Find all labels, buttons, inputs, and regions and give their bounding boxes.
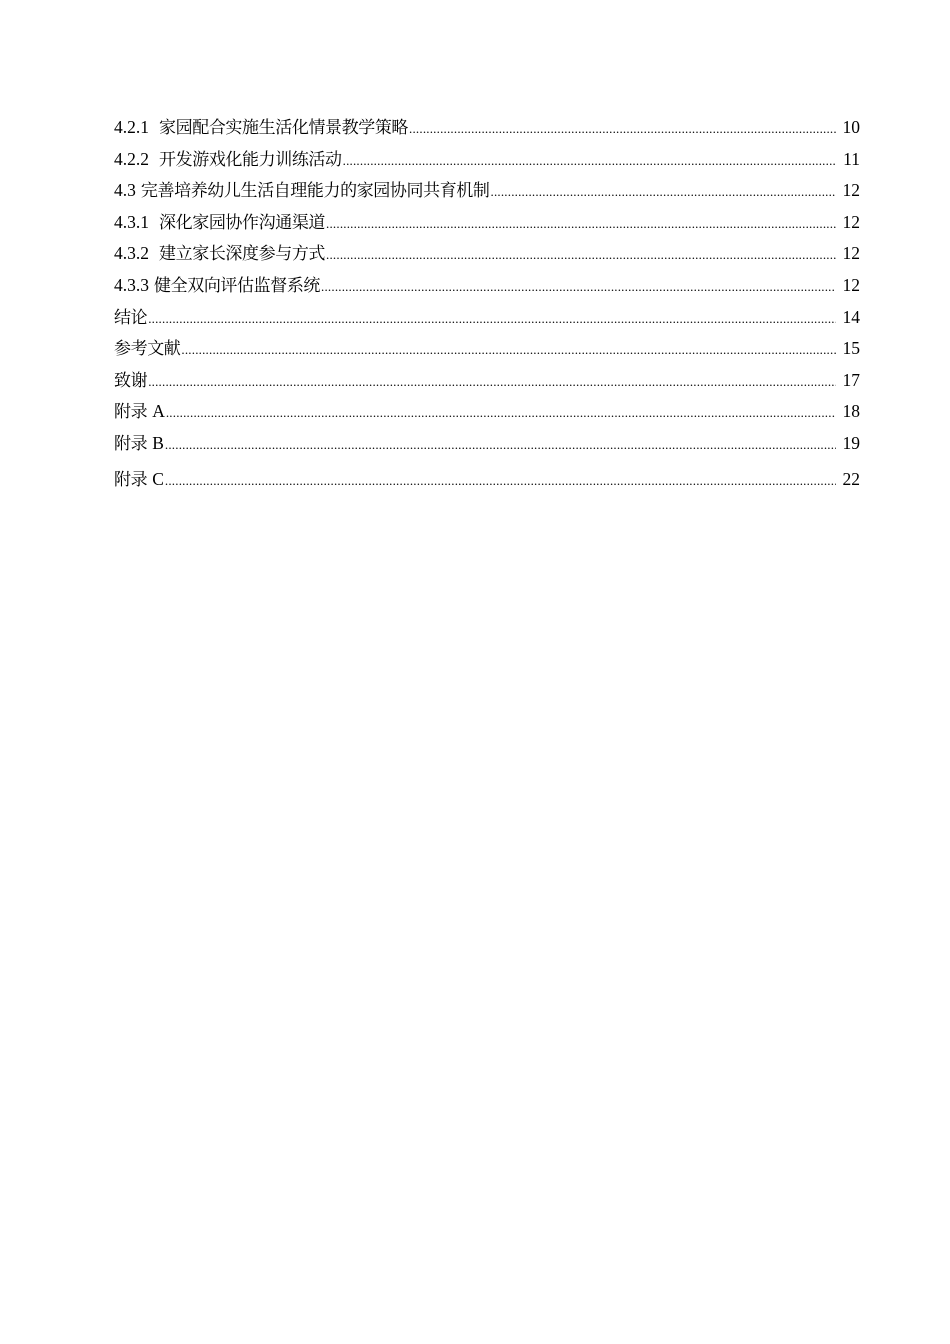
toc-entry-suffix: C	[152, 468, 164, 489]
toc-entry-title: 健全双向评估监督系统	[154, 275, 321, 296]
toc-entry-conclusion[interactable]	[114, 302, 860, 334]
toc-dot-leader	[326, 239, 836, 271]
toc-page-number: 10	[842, 117, 860, 137]
toc-dot-leader	[148, 366, 836, 398]
toc-entry-number: 4.3.1	[114, 211, 149, 232]
toc-page-number: 12	[842, 180, 860, 201]
toc-entry-4-2-2[interactable]	[114, 144, 860, 176]
toc-page-number: 18	[842, 401, 860, 422]
toc-dot-leader	[343, 145, 836, 177]
toc-entry-title: 结论	[114, 307, 148, 328]
toc-dot-leader	[326, 208, 836, 240]
toc-page-number: 19	[842, 432, 860, 453]
toc-entry-4-3-2[interactable]	[114, 238, 860, 270]
toc-page-number: 14	[842, 306, 860, 327]
toc-dot-leader	[321, 271, 836, 303]
toc-entry-label	[114, 396, 165, 429]
toc-entry-title: 附录	[114, 469, 148, 490]
toc-entry-title: 开发游戏化能力训练活动	[159, 149, 342, 170]
toc-page-number: 12	[842, 243, 860, 264]
toc-entry-suffix: A	[152, 401, 165, 422]
toc-dot-leader	[165, 429, 836, 461]
toc-entry-number: 4.3.3	[114, 274, 149, 295]
toc-entry-appendix-a[interactable]	[114, 396, 860, 428]
toc-entry-label	[114, 428, 164, 461]
toc-page-number: 22	[842, 468, 860, 489]
toc-entry-number: 4.2.2	[114, 148, 149, 169]
toc-entry-title: 建立家长深度参与方式	[159, 244, 326, 265]
toc-entry-4-2-1[interactable]	[114, 112, 860, 144]
toc-entry-4-3[interactable]	[114, 175, 860, 207]
toc-entry-label	[114, 238, 325, 271]
toc-page-number: 12	[842, 211, 860, 232]
toc-dot-leader	[491, 176, 837, 208]
toc-entry-label	[114, 464, 164, 497]
toc-entry-number: 4.3.2	[114, 243, 149, 264]
toc-entry-acknowledgements[interactable]	[114, 365, 860, 397]
toc-entry-label	[114, 144, 342, 177]
toc-entry-title: 致谢	[114, 370, 148, 391]
toc-entry-title: 家园配合实施生活化情景教学策略	[159, 118, 409, 138]
toc-entry-appendix-c[interactable]	[114, 464, 860, 496]
toc-entry-title: 附录	[114, 402, 148, 423]
toc-page-number: 11	[843, 148, 860, 169]
toc-entry-label	[114, 112, 408, 145]
table-of-contents	[114, 112, 860, 495]
toc-entry-label	[114, 270, 320, 303]
toc-page-number: 15	[842, 338, 860, 359]
toc-dot-leader	[409, 113, 836, 145]
toc-entry-title: 深化家园协作沟通渠道	[159, 212, 326, 233]
toc-entry-title: 完善培养幼儿生活自理能力的家园协同共育机制	[140, 181, 490, 202]
toc-entry-number: 4.2.1	[114, 117, 149, 137]
toc-entry-4-3-1[interactable]	[114, 207, 860, 239]
toc-page-number: 12	[842, 274, 860, 295]
toc-entry-4-3-3[interactable]	[114, 270, 860, 302]
toc-entry-label	[114, 175, 490, 208]
toc-dot-leader	[181, 334, 836, 366]
toc-entry-label	[114, 207, 325, 240]
toc-entry-references[interactable]	[114, 333, 860, 365]
toc-dot-leader	[148, 303, 836, 335]
toc-entry-title: 附录	[114, 433, 148, 454]
toc-dot-leader	[166, 397, 836, 429]
toc-entry-appendix-b[interactable]	[114, 428, 860, 460]
toc-entry-title: 参考文献	[114, 339, 181, 360]
toc-page-number: 17	[842, 369, 860, 390]
toc-entry-number: 4.3	[114, 180, 136, 201]
toc-dot-leader	[165, 465, 836, 497]
toc-entry-suffix: B	[152, 432, 164, 453]
